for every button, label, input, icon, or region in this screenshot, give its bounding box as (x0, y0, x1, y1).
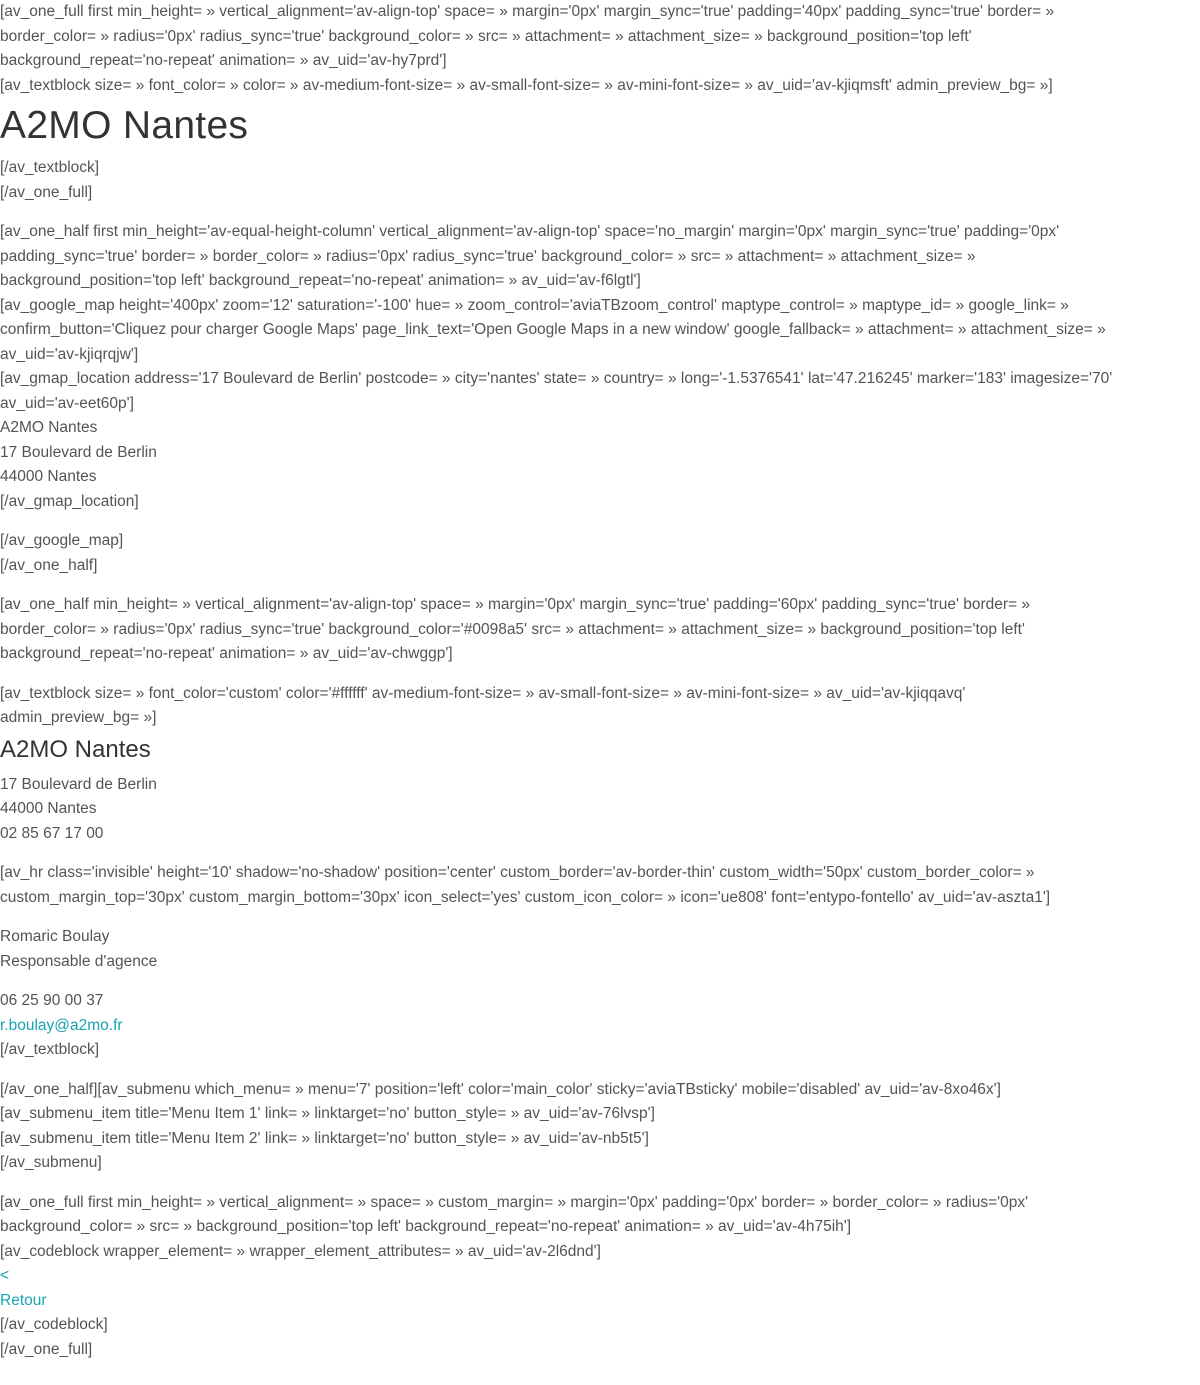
shortcode-line: [av_submenu_item title='Menu Item 1' link= » linktarget='no' button_style= » av_uid='av-76lvsp'] (0, 1105, 655, 1122)
map-column-close (0, 529, 1190, 578)
person-role: Responsable d'agence (0, 952, 158, 970)
shortcode-line: border_color= » radius='0px' radius_sync='true' background_color='#0098a5' src= » attachment= » attachment_size= » background_position='top left' (0, 620, 1025, 638)
shortcode-line: [/av_google_map] (0, 532, 124, 549)
email-link[interactable]: r.boulay@a2mo.fr (0, 1016, 123, 1034)
shortcode-line: [av_gmap_location address='17 Boulevard de Berlin' postcode= » city='nantes' state= » country= » long='-1.5376541' lat='47.216245' marker='183' imagesize='70' (0, 370, 1113, 387)
shortcode-line: [av_one_half min_height= » vertical_alignment='av-align-top' space= » margin='0px' margin_sync='true' padding='60px' padding_sync='true' border= » (0, 596, 1031, 613)
contact-address (0, 773, 1190, 847)
shortcode-line: [av_one_full first min_height= » vertical_alignment='av-align-top' space= » margin='0px' margin_sync='true' padding='40px' padding_sync='true' border= » (0, 3, 1055, 20)
location-name: A2MO Nantes (0, 419, 98, 436)
shortcode-line: [/av_one_full] (0, 1340, 93, 1358)
shortcode-line: [av_textblock size= » font_color='custom' color='#ffffff' av-medium-font-size= » av-small-font-size= » av-mini-font-size= » av_uid='av-kjiqqavq' (0, 684, 966, 702)
back-arrow-icon[interactable]: < (0, 1267, 10, 1284)
contact-heading: A2MO Nantes (0, 735, 151, 763)
shortcode-line: background_position='top left' background_repeat='no-repeat' animation= » av_uid='av-f6lgtl'] (0, 272, 641, 289)
shortcode-line: av_uid='av-eet60p'] (0, 394, 134, 412)
shortcode-line: [/av_one_half] (0, 556, 98, 574)
address-street: 17 Boulevard de Berlin (0, 775, 157, 793)
agency-phone: 02 85 67 17 00 (0, 824, 104, 842)
page-title: A2MO Nantes (0, 104, 249, 147)
shortcode-line: av_uid='av-kjiqrqjw'] (0, 345, 139, 363)
shortcode-line: confirm_button='Cliquez pour charger Google Maps' page_link_text='Open Google Maps in a new window' google_fallback= » attachment= » attachment_size= » (0, 321, 1106, 338)
person-name: Romaric Boulay (0, 928, 110, 945)
codeblock-shortcode (0, 1191, 1190, 1363)
hr-shortcode (0, 861, 1190, 910)
contact-column-shortcode (0, 593, 1190, 667)
shortcode-line: [/av_textblock] (0, 159, 100, 176)
shortcode-line: [av_textblock size= » font_color= » color= » av-medium-font-size= » av-small-font-size= » av-mini-font-size= » av_uid='av-kjiqmsft' admin_preview_bg= »] (0, 76, 1053, 94)
person-phone: 06 25 90 00 37 (0, 992, 104, 1009)
shortcode-line: [av_codeblock wrapper_element= » wrapper_element_attributes= » av_uid='av-2l6dnd'] (0, 1242, 601, 1260)
shortcode-line: [/av_codeblock] (0, 1316, 108, 1333)
shortcode-line: background_repeat='no-repeat' animation= » av_uid='av-hy7prd'] (0, 52, 447, 69)
shortcode-line: [/av_gmap_location] (0, 492, 139, 510)
contact-person (0, 925, 1190, 974)
one-full-section-open (0, 0, 1190, 98)
shortcode-line: custom_margin_top='30px' custom_margin_bottom='30px' icon_select='yes' custom_icon_color= » icon='ue808' font='entypo-fontello' av_uid='av-aszta1'] (0, 888, 1051, 906)
shortcode-line: [/av_submenu] (0, 1154, 102, 1171)
map-column-shortcode (0, 220, 1190, 514)
submenu-shortcode (0, 1078, 1190, 1176)
one-full-section-close (0, 156, 1190, 205)
contact-details (0, 989, 1190, 1063)
shortcode-line: [/av_textblock] (0, 1041, 100, 1058)
shortcode-line: [av_hr class='invisible' height='10' shadow='no-shadow' position='center' custom_border='av-border-thin' custom_width='50px' custom_border_color= » (0, 864, 1035, 881)
location-city: 44000 Nantes (0, 468, 97, 485)
shortcode-line: admin_preview_bg= »] (0, 709, 157, 726)
location-street: 17 Boulevard de Berlin (0, 443, 157, 461)
shortcode-line: [/av_one_full] (0, 183, 93, 201)
shortcode-line: border_color= » radius='0px' radius_sync='true' background_color= » src= » attachment= » attachment_size= » background_position='top left' (0, 27, 972, 45)
shortcode-line: [av_submenu_item title='Menu Item 2' link= » linktarget='no' button_style= » av_uid='av-nb5t5'] (0, 1129, 649, 1147)
address-city: 44000 Nantes (0, 800, 97, 817)
shortcode-line: [av_google_map height='400px' zoom='12' saturation='-100' hue= » zoom_control='aviaTBzoom_control' maptype_control= » maptype_id= » google_link= » (0, 296, 1069, 314)
back-link[interactable]: Retour (0, 1291, 47, 1309)
shortcode-line: [av_one_half first min_height='av-equal-height-column' vertical_alignment='av-align-top' space='no_margin' margin='0px' margin_sync='true' padding='0px' (0, 223, 1060, 240)
shortcode-line: background_color= » src= » background_position='top left' background_repeat='no-repeat' animation= » av_uid='av-4h75ih'] (0, 1218, 852, 1235)
shortcode-line: [/av_one_half][av_submenu which_menu= » menu='7' position='left' color='main_color' sticky='aviaTBsticky' mobile='disabled' av_uid='av-8xo46x'] (0, 1080, 1001, 1098)
textblock-shortcode-open (0, 682, 1190, 731)
shortcode-line: [av_one_full first min_height= » vertical_alignment= » space= » custom_margin= » margin='0px' padding='0px' border= » border_color= » radius='0px' (0, 1193, 1029, 1211)
shortcode-line: background_repeat='no-repeat' animation= » av_uid='av-chwggp'] (0, 645, 453, 662)
shortcode-line: padding_sync='true' border= » border_color= » radius='0px' radius_sync='true' background_color= » src= » attachment= » attachment_size= » (0, 247, 976, 265)
